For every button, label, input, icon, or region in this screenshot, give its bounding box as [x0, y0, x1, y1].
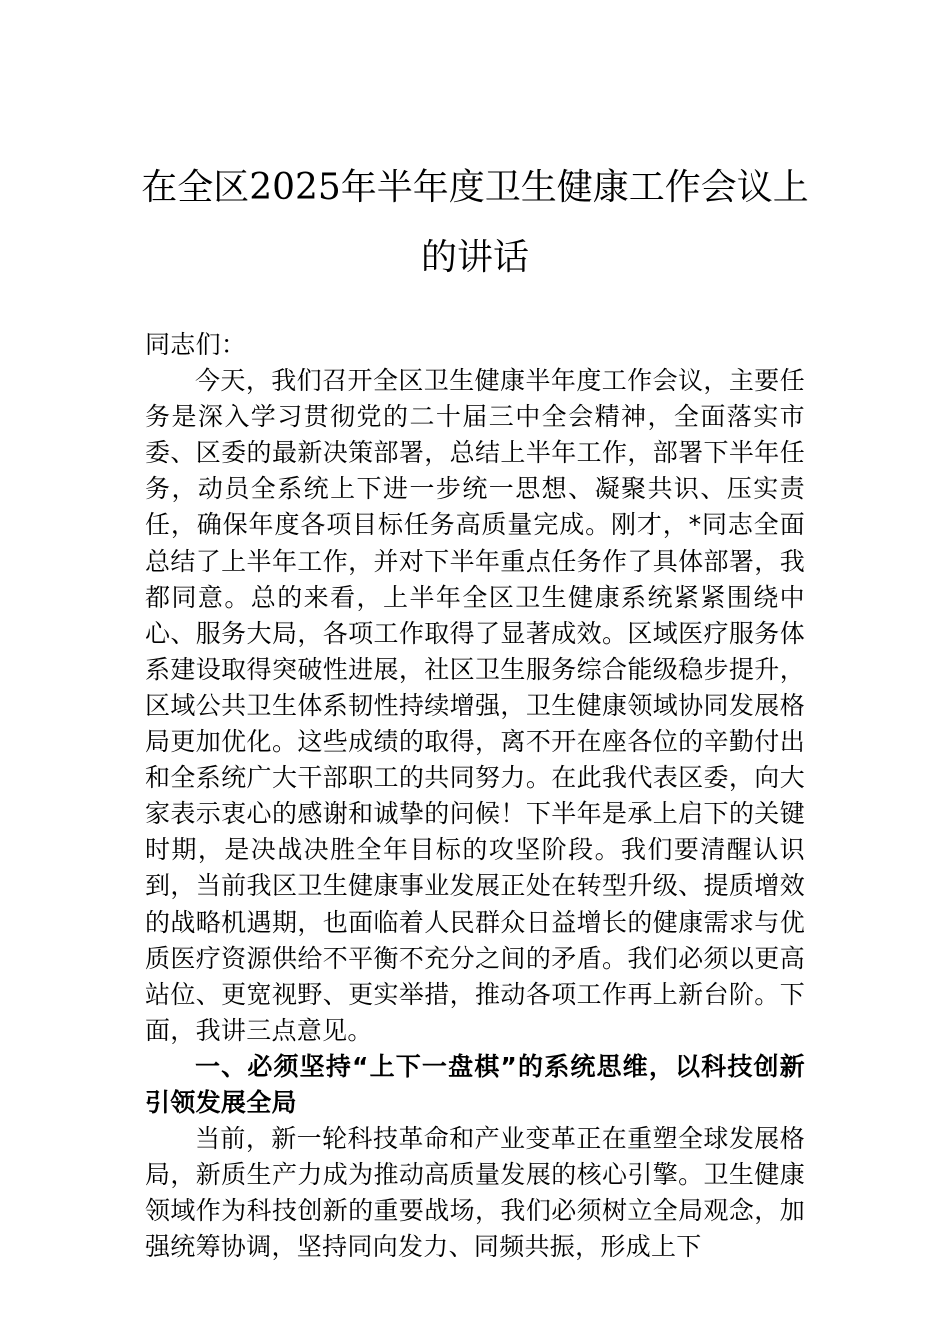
section-heading-1: 一、必须坚持“上下一盘棋”的系统思维，以科技创新引领发展全局	[145, 1051, 805, 1117]
document-body	[145, 327, 805, 1265]
paragraph-section-1: 当前，新一轮科技革命和产业变革正在重塑全球发展格局，新质生产力成为推动高质量发展的核心引擎。卫生健康领域作为科技创新的重要战场，我们必须树立全局观念，加强统筹协调，坚持同向发力、同频共振，形成上下	[145, 1124, 805, 1262]
document-title-line-2: 的讲话	[420, 237, 529, 278]
paragraph-opening: 今天，我们召开全区卫生健康半年度工作会议，主要任务是深入学习贯彻党的二十届三中全会精神，全面落实市委、区委的最新决策部署，总结上半年工作，部署下半年任务，动员全系统上下进一步统一思想、凝聚共识、压实责任，确保年度各项目标任务高质量完成。刚才，*同志全面总结了上半年工作，并对下半年重点任务作了具体部署，我都同意。总的来看，上半年全区卫生健康系统紧紧围绕中心、服务大局，各项工作取得了显著成效。区域医疗服务体系建设取得突破性进展，社区卫生服务综合能级稳步提升，区域公共卫生体系韧性持续增强，卫生健康领域协同发展格局更加优化。这些成绩的取得，离不开在座各位的辛勤付出和全系统广大干部职工的共同努力。在此我代表区委，向大家表示衷心的感谢和诚挚的问候！下半年是承上启下的关键时期，是决战决胜全年目标的攻坚阶段。我们要清醒认识到，当前我区卫生健康事业发展正处在转型升级、提质增效的战略机遇期，也面临着人民群众日益增长的健康需求与优质医疗资源供给不平衡不充分之间的矛盾。我们必须以更高站位、更宽视野、更实举措，推动各项工作再上新台阶。下面，我讲三点意见。	[145, 366, 805, 1045]
document-title-line-1: 在全区2025年半年度卫生健康工作会议上	[141, 167, 809, 208]
salutation: 同志们：	[145, 330, 247, 359]
